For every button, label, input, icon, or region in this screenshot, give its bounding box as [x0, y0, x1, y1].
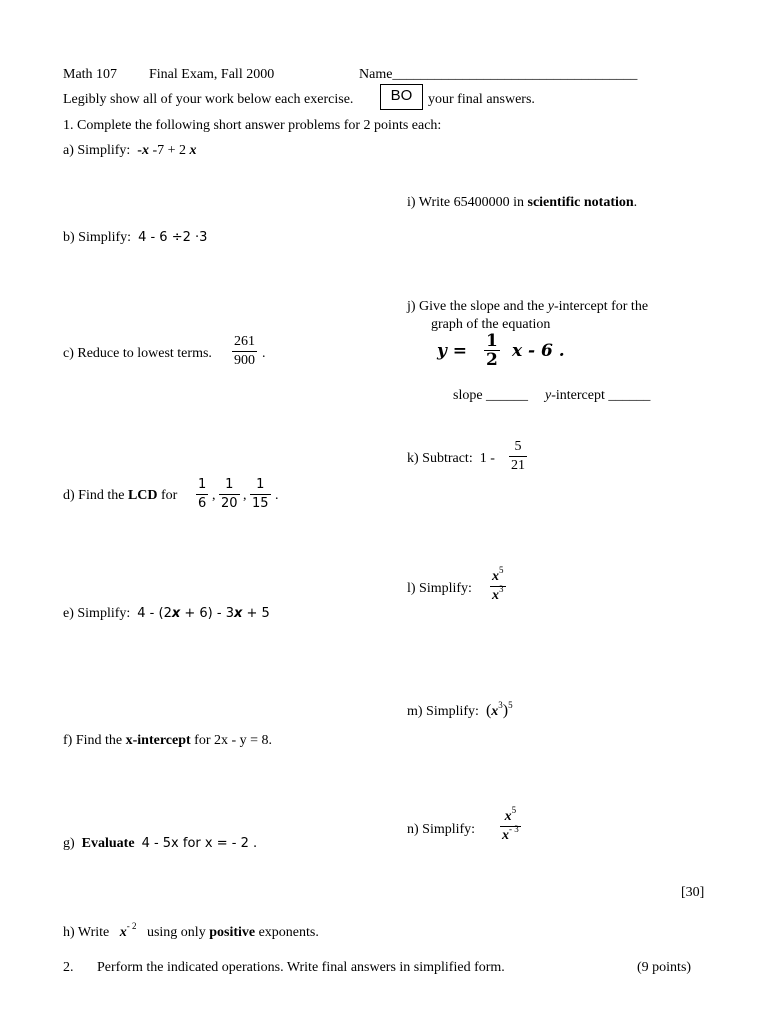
period: . [275, 488, 279, 503]
problem-e: e) Simplify: 4 - (2x + 6) - 3x + 5 [63, 606, 270, 621]
problem-k-label: k) Subtract: 1 - [407, 451, 495, 466]
problem-l-fraction: $\frac{x^5}{x^3}$ [492, 565, 504, 603]
lcd-fraction-2: $\frac{1}{20}$ [221, 477, 238, 511]
problem-b: b) Simplify: 4 - 6 ÷2 ·3 [63, 230, 208, 245]
problem-c-fraction: $\frac{261}{900}$ [234, 334, 255, 368]
problem-k-fraction: $\frac{5}{21}$ [511, 439, 525, 473]
comma: , [212, 488, 216, 503]
problem-n-fraction: $\frac{x^5}{x^{- 3}}$ [502, 805, 519, 843]
equation-lhs: y = [437, 341, 468, 361]
problem-c-label: c) Reduce to lowest terms. [63, 346, 212, 361]
problem-n-label: n) Simplify: [407, 822, 476, 837]
section-2-points: (9 points) [637, 960, 692, 975]
course-label: Math 107 [63, 67, 118, 82]
section-2-number: 2. [63, 960, 74, 975]
boxed-answer-sample: BO [380, 84, 423, 110]
problem-g: g) Evaluate 4 - 5x for x = - 2 . [63, 836, 258, 851]
problem-h: h) Write $x^{- 2}$ using only positive exponents. [63, 921, 319, 940]
problem-d-label: d) Find the LCD for [63, 488, 178, 503]
lcd-fraction-1: $\frac{1}{6}$ [198, 477, 207, 511]
instructions-text: Legibly show all of your work below each exercise. [63, 92, 354, 107]
problem-m: m) Simplify: $(x^3)^5$ [407, 700, 513, 719]
problem-l-label: l) Simplify: [407, 581, 472, 596]
equation-rhs: x - 6 . [512, 341, 565, 361]
name-field: Name___________________________________ [359, 67, 638, 82]
slope-blank: slope ______ [453, 388, 529, 403]
section-2-instructions: Perform the indicated operations. Write final answers in simplified form. [97, 960, 505, 975]
section-1-points: [30] [681, 885, 705, 900]
section-1-heading: 1. Complete the following short answer problems for 2 points each: [63, 118, 442, 133]
problem-i: i) Write 65400000 in scientific notation. [407, 195, 638, 210]
problem-j-line1: j) Give the slope and the y-intercept for the [407, 299, 649, 314]
equation-fraction: $\frac{1}{2}$ [486, 331, 498, 370]
problem-c-period: . [262, 346, 266, 361]
y-intercept-blank: y-intercept ______ [545, 388, 651, 403]
problem-a: a) Simplify: -x -7 + 2 x [63, 143, 197, 158]
exam-title: Final Exam, Fall 2000 [149, 67, 275, 82]
problem-j-line2: graph of the equation [431, 317, 551, 332]
lcd-fraction-3: $\frac{1}{15}$ [252, 477, 269, 511]
comma: , [243, 488, 247, 503]
problem-f: f) Find the x-intercept for 2x - y = 8. [63, 733, 273, 748]
instructions-text-end: your final answers. [428, 92, 535, 107]
